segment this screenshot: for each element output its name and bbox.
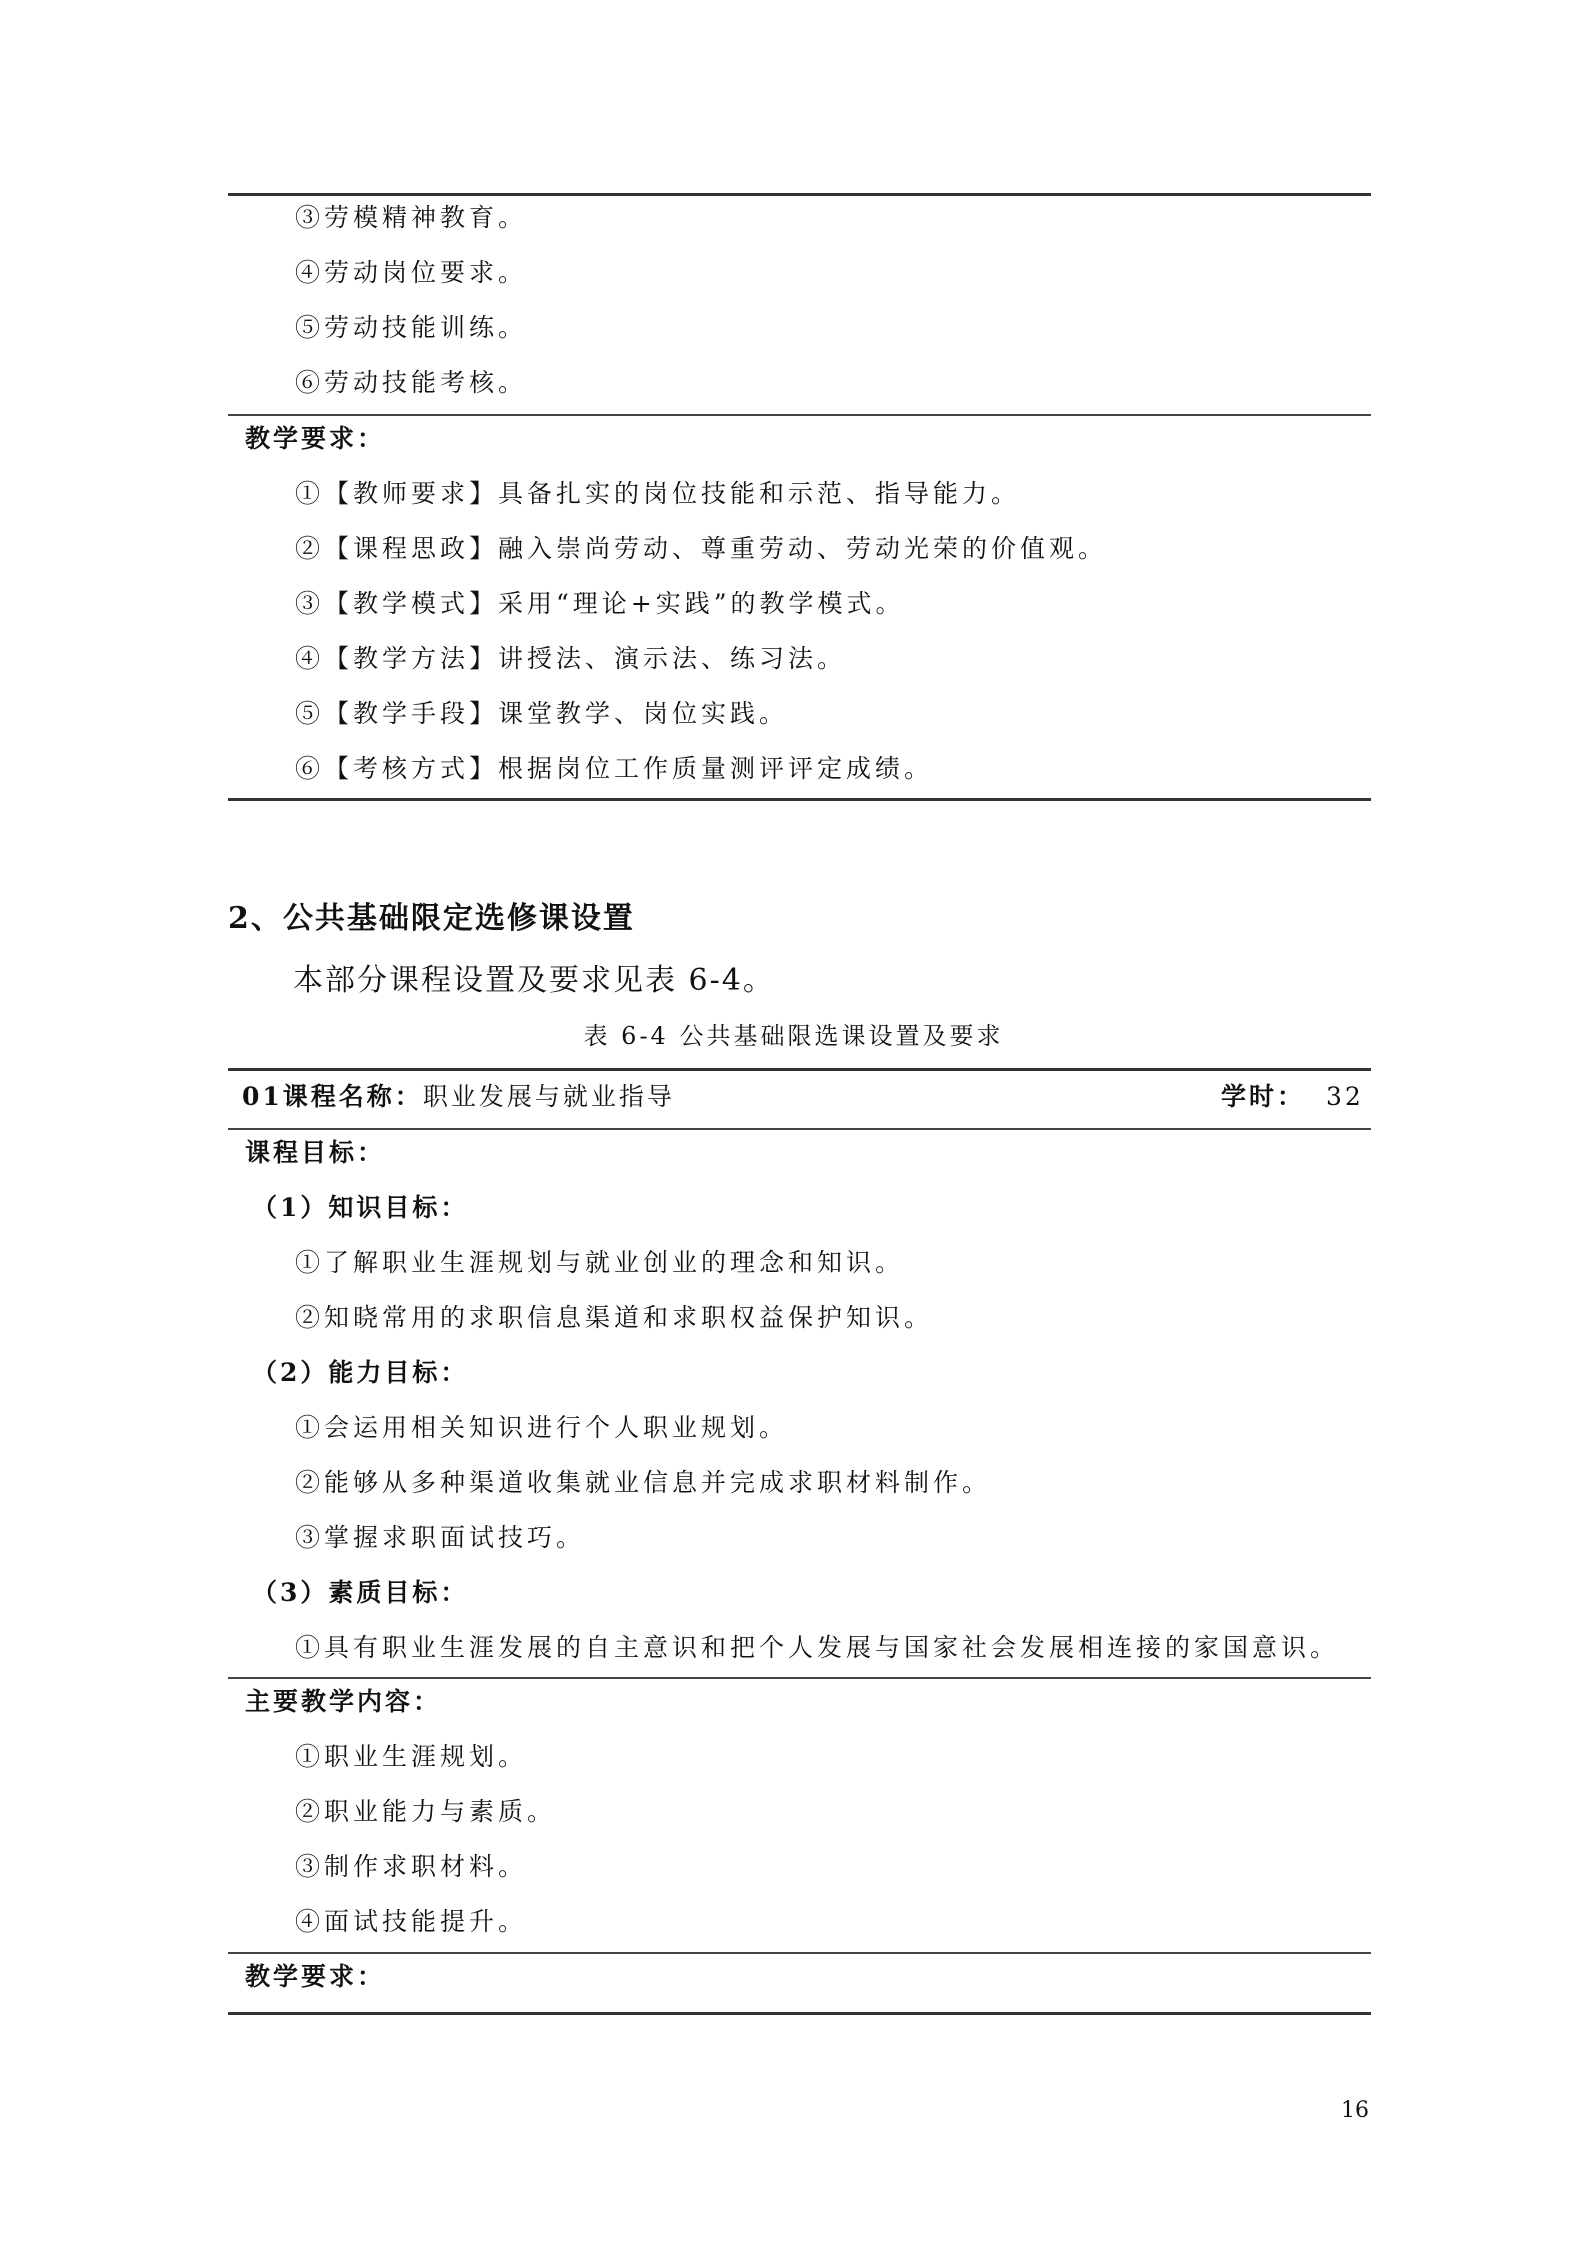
content-item: ③制作求职材料。	[295, 1852, 528, 1881]
objectives-label: 课程目标：	[245, 1138, 386, 1167]
content-item: ④劳动岗位要求。	[295, 258, 528, 287]
content-item: ⑥劳动技能考核。	[295, 368, 528, 397]
table-caption: 表 6-4 公共基础限选课设置及要求	[583, 1022, 1004, 1050]
course-number: 01	[242, 1082, 283, 1111]
ability-item: ②能够从多种渠道收集就业信息并完成求职材料制作。	[295, 1468, 992, 1497]
hours-value: 32	[1325, 1082, 1364, 1111]
ability-label: （2）能力目标：	[252, 1358, 469, 1387]
content-item: ④面试技能提升。	[295, 1907, 528, 1936]
table-bottom-border	[228, 798, 1371, 801]
quality-label: （3）素质目标：	[252, 1578, 469, 1607]
course-header	[242, 1077, 675, 1113]
course-name-label: 课程名称：	[282, 1082, 423, 1111]
ability-item: ①会运用相关知识进行个人职业规划。	[295, 1413, 789, 1442]
content-item: ②职业能力与素质。	[295, 1797, 557, 1826]
requirement-item: ②【课程思政】融入崇尚劳动、尊重劳动、劳动光荣的价值观。	[295, 534, 1108, 563]
row-divider	[228, 1677, 1371, 1679]
quality-item: ①具有职业生涯发展的自主意识和把个人发展与国家社会发展相连接的家国意识。	[295, 1633, 1340, 1662]
table-top-border	[228, 193, 1371, 196]
course-hours	[1221, 1077, 1364, 1113]
ability-item: ③掌握求职面试技巧。	[295, 1523, 586, 1552]
knowledge-label: （1）知识目标：	[252, 1193, 469, 1222]
row-divider	[228, 1128, 1371, 1130]
hours-label: 学时：	[1221, 1082, 1306, 1111]
content-item: ①职业生涯规划。	[295, 1742, 528, 1771]
knowledge-item: ②知晓常用的求职信息渠道和求职权益保护知识。	[295, 1303, 934, 1332]
page-number: 16	[1341, 2098, 1369, 2123]
requirement-item: ④【教学方法】讲授法、演示法、练习法。	[295, 644, 847, 673]
table-bottom-border	[228, 2012, 1371, 2015]
requirement-item: ⑥【考核方式】根据岗位工作质量测评评定成绩。	[295, 754, 934, 783]
content-item: ③劳模精神教育。	[295, 203, 528, 232]
requirement-item: ①【教师要求】具备扎实的岗位技能和示范、指导能力。	[295, 479, 1021, 508]
row-divider	[228, 1952, 1371, 1954]
content-item: ⑤劳动技能训练。	[295, 313, 528, 342]
requirements-label: 教学要求：	[245, 1962, 386, 1991]
requirement-item: ③【教学模式】采用“理论+实践”的教学模式。	[295, 589, 905, 618]
course-name: 职业发展与就业指导	[422, 1082, 675, 1111]
requirement-item: ⑤【教学手段】课堂教学、岗位实践。	[295, 699, 789, 728]
table-top-border	[228, 1068, 1371, 1071]
knowledge-item: ①了解职业生涯规划与就业创业的理念和知识。	[295, 1248, 905, 1277]
content-label: 主要教学内容：	[245, 1687, 442, 1716]
requirements-label: 教学要求：	[245, 424, 386, 453]
section-title: 2、公共基础限定选修课设置	[228, 901, 635, 936]
intro-paragraph: 本部分课程设置及要求见表 6-4。	[293, 963, 775, 998]
row-divider	[228, 414, 1371, 416]
